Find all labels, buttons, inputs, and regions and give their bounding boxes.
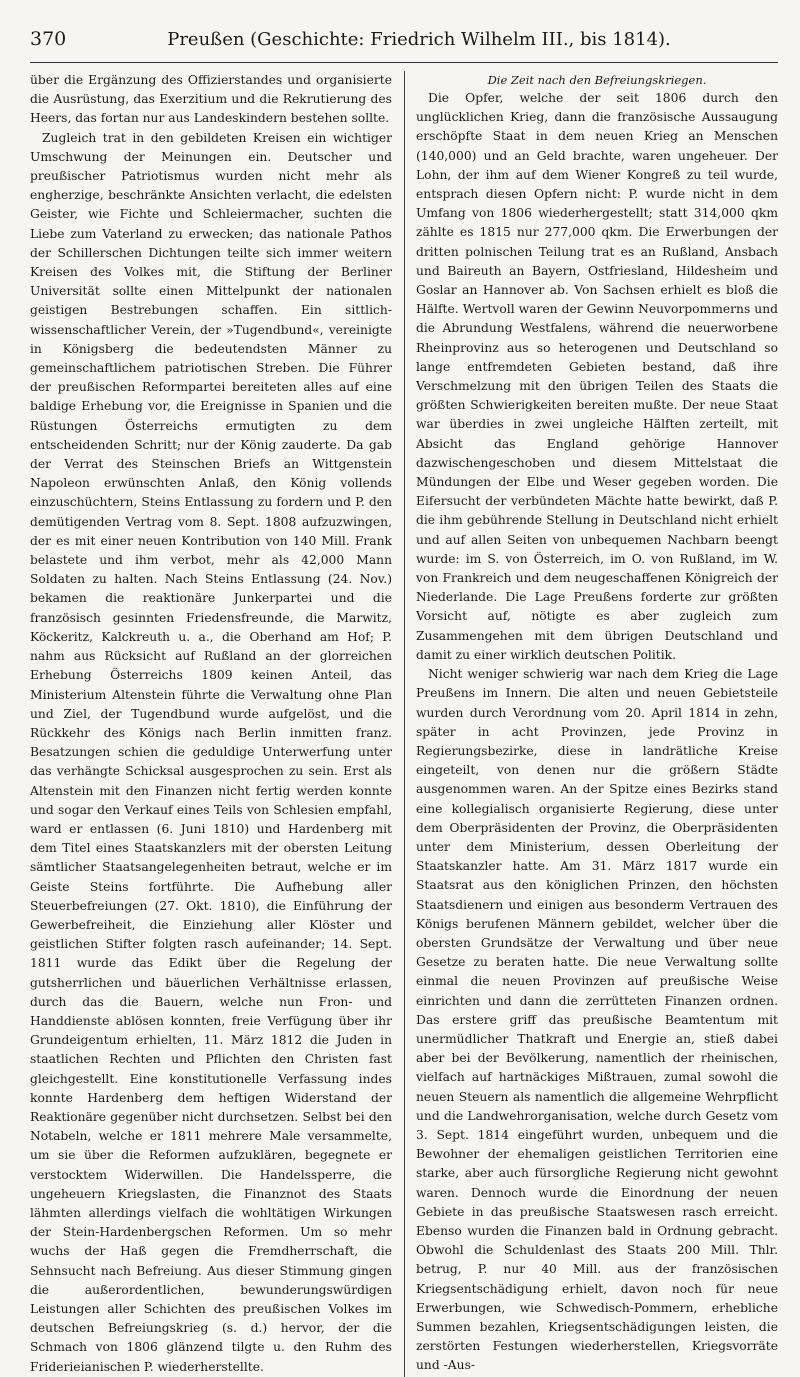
page-header (30, 28, 778, 63)
column-divider (404, 71, 405, 1377)
paragraph: Nicht weniger schwierig war nach dem Krieg die Lage Preußens im Innern. Die alten und neuen Gebietsteile wurden durch Verordnung vom 20. April 1814 in zehn, später in acht Provinzen, jede Provinz in Regierungsbezirke, diese in landrätliche Kreise eingeteilt, von denen nur die größern Städte ausgenommen waren. An der Spitze eines Bezirks stand eine kollegialisch organisierte Regierung, diese unter dem Oberpräsidenten der Provinz, die Oberpräsidenten unter dem Ministerium, dessen Oberleitung der Staatskanzler hatte. Am 31. März 1817 wurde ein Staatsrat aus den königlichen Prinzen, den höchsten Staatsdienern und einigen aus besonderm Vertrauen des Königs berufenen Männern gebildet, welcher über die obersten Grundsätze der Verwaltung und über neue Gesetze zu beraten hatte. Die neue Verwaltung sollte einmal die neuen Provinzen auf preußische Weise einrichten und dann die zerrütteten Finanzen ordnen. Das erstere griff das preußische Beamtentum mit unermüdlicher Thatkraft und Energie an, stieß dabei aber bei der Bevölkerung, namentlich der rheinischen, vielfach auf hartnäckiges Mißtrauen, zumal sowohl die neuen Steuern als namentlich die allgemeine Wehrpflicht und die Landwehrorganisation, welche durch Gesetz vom 3. Sept. 1814 eingeführt wurden, unbequem und die Bewohner der ehemaligen geistlichen Territorien eine starke, aber auch fürsorgliche Regierung nicht gewohnt waren. Dennoch wurde die Einordnung der neuen Gebiete in das preußische Staatswesen rasch erreicht. Ebenso wurden die Finanzen bald in Ordnung gebracht. Obwohl die Schuldenlast des Staats 200 Mill. Thlr. betrug, P. nur 40 Mill. aus der französischen Kriegsentschädigung erhielt, davon noch für neue Erwerbungen, wie Schwedisch-Pommern, erhebliche Summen bezahlen, Kriegsentschädigungen leisten, die zerstörten Festungen wiederherstellen, Kriegsvorräte und -Aus- (416, 667, 778, 1373)
right-column (416, 71, 778, 1377)
page-number: 370 (30, 28, 67, 50)
running-head: Preußen (Geschichte: Friedrich Wilhelm III., bis 1814). (167, 29, 671, 50)
paragraph: über die Ergänzung des Offizierstandes und organisierte die Ausrüstung, das Exerzitium und die Rekrutierung des Heers, das fortan nur aus Landeskindern bestehen sollte. (30, 73, 392, 126)
section-title: Die Zeit nach den Befreiungskriegen. (487, 73, 707, 87)
text-columns (30, 71, 778, 1377)
paragraph: Zugleich trat in den gebildeten Kreisen ein wichtiger Umschwung der Meinungen ein. Deutscher und preußischer Patriotismus wurden nicht mehr als engherzige, beschränkte Ansichten verlacht, die edelsten Geister, wie Fichte und Schleiermacher, suchten die Liebe zum Vaterland zu erwecken; das nationale Pathos der Schillerschen Dichtungen teilte sich immer weitern Kreisen des Volkes mit, die Stiftung der Berliner Universität sollte einen Mittelpunkt der nationalen geistigen Bestrebungen schaffen. Ein sittlich-wissenschaftlicher Verein, der »Tugendbund«, vereinigte in Königsberg die bedeutendsten Männer zu gemeinschaftlichem patriotischen Streben. Die Führer der preußischen Reformpartei bereiteten alles auf eine baldige Erhebung vor, die Ereignisse in Spanien und die Rüstungen Österreichs ermutigten zu dem entscheidenden Schritt; nur der König zauderte. Da gab der Verrat des Steinschen Briefs an Wittgenstein Napoleon erwünschten Anlaß, den König vollends einzuschüchtern, Steins Entlassung zu fordern und P. den demütigenden Vertrag vom 8. Sept. 1808 aufzuzwingen, der es mit einer neuen Kontribution von 140 Mill. Frank belastete und ihm verbot, mehr als 42,000 Mann Soldaten zu halten. Nach Steins Entlassung (24. Nov.) bekamen die reaktionäre Junkerpartei und die französisch gesinnten Friedensfreunde, die Marwitz, Köckeritz, Kalckreuth u. a., die Oberhand am Hof; P. nahm aus Rücksicht auf Rußland an der glorreichen Erhebung Österreichs 1809 keinen Anteil, das Ministerium Altenstein führte die Verwaltung ohne Plan und Ziel, der Tugendbund wurde aufgelöst, und die Rückkehr des Königs nach Berlin inmitten franz. Besatzungen schien die geduldige Unterwerfung unter das verhängte Schicksal ausgesprochen zu sein. Erst als Altenstein mit den Finanzen nicht fertig werden konnte und sogar den Verkauf eines Teils von Schlesien empfahl, ward er entlassen (6. Juni 1810) und Hardenberg mit dem Titel eines Staatskanzlers mit der obersten Leitung sämtlicher Staatsangelegenheiten betraut, welche er im Geiste Steins fortführte. Die Aufhebung aller Steuerbefreiungen (27. Okt. 1810), die Einführung der Gewerbefreiheit, die Einziehung aller Klöster und geistlichen Stifter folgten rasch aufeinander; 14. Sept. 1811 wurde das Edikt über die Regelung der gutsherrlichen und bäuerlichen Verhältnisse erlassen, durch das die Bauern, welche nun Fron- und Handdienste ablösen konnten, freie Verfügung über ihr Grundeigentum erhielten, 11. März 1812 die Juden in staatlichen Rechten und Pflichten den Christen fast gleichgestellt. Eine konstitutionelle Verfassung indes konnte Hardenberg dem heftigen Widerstand der Reaktionäre gegenüber nicht durchsetzen. Selbst bei den Notabeln, welche er 1811 mehrere Male versammelte, um sie über die Reformen aufzuklären, begegnete er verstocktem Widerwillen. Die Handelssperre, die ungeheuern Kriegslasten, die Finanznot des Staats lähmten allerdings vielfach die wohltätigen Wirkungen der Stein-Hardenbergschen Reformen. Um so mehr wuchs der Haß gegen die Fremdherrschaft, die Sehnsucht nach Befreiung. Aus dieser Stimmung gingen die außerordentlichen, bewunderungswürdigen Leistungen aller Schichten des preußischen Volkes im deutschen Befreiungskrieg (s. d.) hervor, der die Schmach von 1806 glänzend tilgte u. den Ruhm des Friderieianischen P. wiederherstellte. (30, 130, 392, 1374)
left-column (30, 71, 392, 1377)
paragraph: Die Opfer, welche der seit 1806 durch den unglücklichen Krieg, dann die französische Aussaugung erschöpfte Staat in dem neuen Krieg an Menschen (140,000) und an Geld brachte, waren ungeheuer. Der Lohn, der ihm auf dem Wiener Kongreß zu teil wurde, entsprach diesen Opfern nicht: P. wurde nicht in dem Umfang von 1806 wiederhergestellt; statt 314,000 qkm zählte es 1815 nur 277,000 qkm. Die Erwerbungen der dritten polnischen Teilung trat es an Rußland, Ansbach und Baireuth an Bayern, Ostfriesland, Hildesheim und Goslar an Hannover ab. Von Sachsen erhielt es bloß die Hälfte. Wertvoll waren der Gewinn Neuvorpommerns und die Abrundung Westfalens, während die neuerworbene Rheinprovinz aus so heterogenen und Deutschland so lange entfremdeten Gebieten bestand, daß ihre Verschmelzung mit den übrigen Teilen des Staats die größten Schwierigkeiten bereiten mußte. Der neue Staat war überdies in zwei ungleiche Hälften zerteilt, mit Absicht das England gehörige Hannover dazwischengeschoben und diesem Mittelstaat die Mündungen der Elbe und Weser gegeben worden. Die Eifersucht der verbündeten Mächte hatte bewirkt, daß P. die ihm gebührende Stellung in Deutschland nicht erhielt und auf allen Seiten von unbequemen Nachbarn beengt wurde: im S. von Österreich, im O. von Rußland, im W. von Frankreich und dem neugeschaffenen Königreich der Niederlande. Die Lage Preußens forderte zur größten Vorsicht auf, nötigte es aber zugleich zum Zusammengehen mit dem übrigen Deutschland und damit zu einer wirklich deutschen Politik. (416, 91, 778, 662)
